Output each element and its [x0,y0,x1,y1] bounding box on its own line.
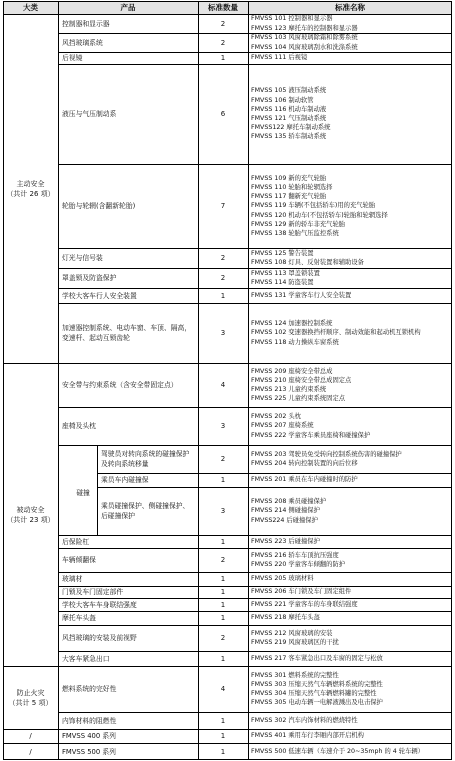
count-cell: 1 [220,54,226,62]
standard-item: FMVSS 106 制动软管 [251,96,314,104]
grid-line [3,759,452,760]
category-slash-500: / [29,747,32,756]
grid-line [58,64,452,65]
grid-line [58,535,452,536]
product-cell: 车辆倾翻保 [62,556,96,564]
product-cell: FMVSS 400 系列 [62,732,116,740]
standard-item: FMVSS 129 新的轿车非充气轮胎 [251,220,346,228]
category-passive-count: （共计 23 项） [6,515,55,524]
standard-item: FMVSS 216 轿车车顶抗压强度 [251,551,339,559]
count-cell: 4 [220,685,226,693]
product-cell: 驾驶员对转向系统的碰撞保护及转向系统移量 [101,450,190,468]
product-cell: 学校大客车车身联结强度 [62,600,137,609]
standard-item: FMVSS 119 车辆(不包括轿车)用的充气轮胎 [251,202,376,210]
product-cell: 液压与气压制动系 [62,110,117,118]
standard-item: FMVSS 131 学童客车行人安全装置 [251,291,352,299]
product-cell: 后视镜 [62,54,83,62]
standard-item: FMVSS 135 轿车制动系统 [251,133,327,141]
header-standard-name: 标准名称 [248,1,452,14]
header-product: 产品 [58,1,198,14]
grid-line [58,625,452,626]
product-cell: 乘员碰撞保护、侧碰撞保护、后碰撞保护 [101,502,190,520]
count-cell: 2 [220,254,226,262]
grid-line [58,52,452,53]
standard-cell [248,363,452,407]
standard-item: FMVSS 114 防盗装置 [251,279,314,286]
grid-line [248,1,249,760]
product-cell: 后保险杠 [62,537,90,546]
count-cell: 1 [220,588,226,596]
product-cell: 门锁及车门固定部件 [62,588,124,596]
grid-line [58,572,452,573]
standard-cell [248,268,452,288]
standard-cell [248,729,452,743]
standard-item: FMVSS 105 液压制动系统 [251,87,327,95]
standard-item: FMVSS 304 压缩天然气车辆燃料罐的完整性 [251,690,377,697]
standard-item: FMVSS 208 乘员碰撞保护 [251,498,327,506]
standard-item: FMVSS 301 燃料系统的完整性 [251,671,339,679]
standard-item: FMVSS 104 风窗玻璃刮水和洗涤系统 [251,43,358,51]
count-cell: 4 [220,381,226,389]
standard-cell [248,64,452,164]
standard-item: FMVSS 138 轮胎气压监控系统 [251,230,339,237]
category-active-count: （共计 26 项） [6,189,55,198]
standard-cell [248,666,452,712]
count-cell: 6 [220,110,226,118]
grid-line [3,743,452,744]
grid-line [3,363,452,364]
standard-cell [248,14,452,33]
standard-cell [248,445,452,473]
grid-line [58,407,452,408]
header-category: 大类 [3,1,58,14]
standard-item: FMVSS122 摩托车制动系统 [251,124,331,132]
grid-line [3,14,452,15]
product-cell: 座椅及头枕 [62,422,96,430]
standard-item: FMVSS 109 新的充气轮胎 [251,174,327,182]
grid-line [58,611,452,612]
standard-item: FMVSS 222 学童客车乘员座椅和碰撞保护 [251,431,371,439]
standard-item: FMVSS 118 动力操纵车窗系统 [251,338,339,346]
count-cell: 7 [220,202,226,210]
standard-item: FMVSS 101 控制器和显示器 [251,15,333,23]
standard-cell [248,625,452,651]
count-cell: 1 [220,537,226,546]
standard-cell [248,487,452,535]
category-slash-400: / [29,732,32,740]
grid-line [451,1,452,760]
category-active-title: 主动安全 [16,179,45,188]
standard-item: FMVSS 214 侧碰撞保护 [251,507,320,515]
category-fire-count: （共计 5 项） [8,698,53,707]
category-fire-title: 防止火灾 [16,688,45,697]
grid-line [3,729,452,730]
standard-item: FMVSS 116 机动车制动液 [251,105,327,113]
standard-item: FMVSS 108 灯具、反射装置和辅助设备 [251,259,364,266]
count-cell: 2 [220,274,226,282]
standard-item: FMVSS 102 变速器换挡杆顺序、制动效能和起动机互锁机构 [251,329,421,337]
standard-item: FMVSS 113 罩盖锁装置 [251,269,320,277]
standard-cell [248,407,452,445]
grid-line [3,1,4,760]
standard-item: FMVSS 500 低速车辆（车速介于 20~35mph 的 4 轮车辆） [251,747,424,755]
standard-cell [248,651,452,666]
category-passive-title: 被动安全 [16,505,45,514]
product-cell: 燃料系统的完好性 [62,685,117,693]
standard-cell [248,52,452,64]
grid-line [58,598,452,599]
grid-line [58,268,452,269]
standard-cell [248,572,452,586]
standard-item: FMVSS 202 头枕 [251,413,301,421]
standard-item: FMVSS 117 翻新充气轮胎 [251,193,327,201]
standard-cell [248,548,452,572]
standard-item: FMVSS 212 风窗玻璃的安装 [251,629,333,637]
standard-item: FMVSS 206 车门锁及车门固定组件 [251,588,352,596]
standard-cell [248,712,452,729]
standard-item: FMVSS 103 风窗玻璃除霜和除雾系统 [251,34,358,42]
standard-item: FMVSS 220 学童客车倾翻的防护 [251,561,346,568]
grid-line [58,445,452,446]
product-cell: 风挡玻璃的安装及前视野 [62,634,137,642]
standard-cell [248,33,452,52]
grid-line [58,288,452,289]
product-cell: 罩盖锁及防盗保护 [62,274,117,282]
standard-item: FMVSS 221 学童客车的车身联结强度 [251,600,358,608]
standard-item: FMVSS 203 驾驶员免受转向控制系统伤害的碰撞保护 [251,450,402,458]
standard-item: FMVSS 121 气压制动系统 [251,115,327,122]
standard-cell [248,743,452,760]
standard-cell [248,288,452,303]
product-cell: 玻璃材 [62,575,83,583]
count-cell: 2 [220,634,226,642]
grid-line [58,248,452,249]
product-cell: 安全带与约束系统（含安全带固定点） [62,381,178,389]
grid-line [3,666,452,667]
standard-item: FMVSS 219 风窗玻璃区的干扰 [251,639,339,646]
standard-item: FMVSS 205 玻璃材料 [251,575,314,583]
standard-item: FMVSS 223 后碰撞保护 [251,537,320,545]
category-fire-prevention [3,666,58,729]
grid-line [198,1,199,760]
count-cell: 2 [220,19,226,28]
standard-item: FMVSS224 后碰撞保护 [251,516,318,524]
header-count: 标准数量 [198,1,248,14]
product-cell: 控制器和显示器 [62,19,110,28]
standard-item: FMVSS 217 客车紧急出口及车窗的固定与松放 [251,654,383,662]
standard-cell [248,598,452,611]
count-cell: 1 [220,654,226,663]
standard-item: FMVSS 111 后视镜 [251,54,308,62]
standard-item: FMVSS 218 摩托车头盔 [251,614,320,622]
product-cell: 摩托车头盔 [62,614,96,622]
product-cell: 灯光与信号装 [62,254,103,262]
standard-cell [248,248,452,268]
standard-cell [248,473,452,487]
count-cell: 3 [220,329,226,337]
standard-cell [248,611,452,625]
grid-line [58,548,452,549]
grid-line [58,33,452,34]
standard-item: FMVSS 207 座椅系统 [251,422,314,430]
standard-item: FMVSS 210 座椅安全带总成固定点 [251,376,352,384]
grid-line [58,651,452,652]
standard-item: FMVSS 209 座椅安全带总成 [251,367,333,375]
product-cell: 轮胎与轮辋(含翻新轮胎) [62,202,136,210]
count-cell: 1 [220,291,226,300]
count-cell: 1 [220,614,226,622]
standard-item: FMVSS 110 轮胎和轮辋选择 [251,183,333,191]
standard-item: FMVSS 120 机动车(不包括轿车)轮胎和轮辋选择 [251,211,388,219]
count-cell: 2 [220,455,226,463]
standard-item: FMVSS 302 汽车内饰材料的燃烧特性 [251,716,358,724]
standard-item: FMVSS 213 儿童约束系统 [251,386,327,393]
standard-item: FMVSS 124 加速器控制系统 [251,320,333,328]
count-cell: 2 [220,38,226,47]
standard-item: FMVSS 225 儿童约束系统固定点 [251,395,346,403]
count-cell: 2 [220,556,226,564]
standard-cell [248,586,452,598]
standard-item: FMVSS 125 警告装置 [251,249,314,257]
count-cell: 1 [220,716,226,725]
category-active-safety [3,14,58,363]
standard-item: FMVSS 305 电动车辆一电解液溅出及电击保护 [251,699,383,707]
count-cell: 3 [220,507,226,515]
grid-line [97,487,452,488]
grid-line [58,303,452,304]
grid-line [58,586,452,587]
grid-line [58,1,59,760]
standards-table [3,1,452,760]
count-cell: 1 [220,732,226,740]
grid-line [58,164,452,165]
standard-cell [248,535,452,548]
grid-line [58,712,452,713]
count-cell: 3 [220,422,226,430]
count-cell: 1 [220,476,226,484]
count-cell: 1 [220,575,226,583]
standard-cell [248,164,452,248]
product-cell: FMVSS 500 系列 [62,747,116,756]
standard-item: FMVSS 204 转向控制装置的向后位移 [251,460,358,467]
product-cell: 加速器控制系统、电动车窗、车顶、隔高，变速杆、起动互锁齿轮 [62,324,192,342]
category-passive-safety [3,363,58,666]
standard-cell [248,303,452,363]
product-cell: 学校大客车行人安全装置 [62,291,137,300]
standard-item: FMVSS 201 乘员在车内碰撞时的防护 [251,476,358,484]
product-cell: 内饰材料的阻燃性 [62,716,117,725]
grid-line [97,473,452,474]
product-cell: 风挡玻璃系统 [62,38,103,47]
standard-item: FMVSS 123 摩托车的控制器和显示器 [251,24,358,32]
product-cell: 大客车紧急出口 [62,654,110,663]
count-cell: 1 [220,600,226,609]
standard-item: FMVSS 303 压缩天然气车辆燃料系统的完整性 [251,680,383,688]
grid-line [3,1,452,2]
product-cell: 乘员车内碰撞保 [101,476,149,484]
standard-item: FMVSS 401 乘用车行李厢内部开启机构 [251,732,364,740]
grid-line [97,445,98,535]
count-cell: 1 [220,747,226,756]
subgroup-collision: 碰撞 [76,489,90,497]
